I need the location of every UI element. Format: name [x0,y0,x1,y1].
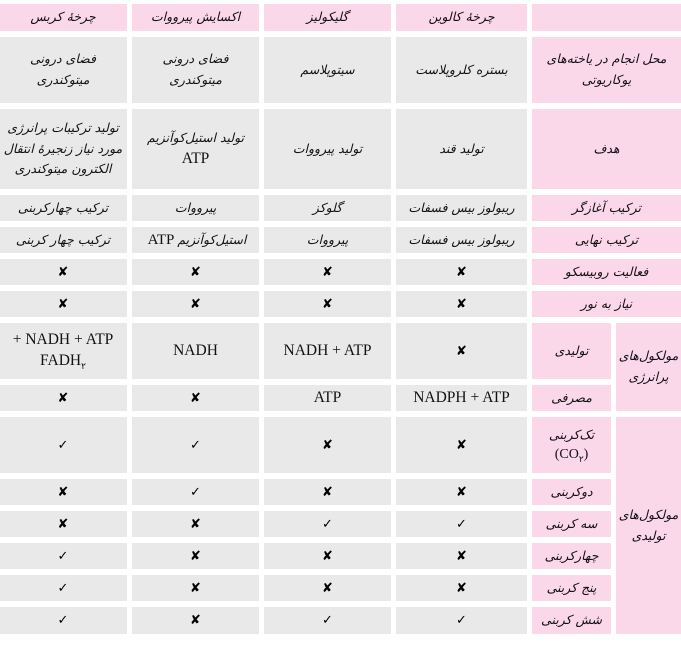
cell-three-carbon-pyruvate: ✘ [132,511,259,537]
cell-energy-consumed-calvin: NADPH + ATP [396,385,527,411]
cell-starter-calvin: ریبولوز بیس فسفات [396,195,527,221]
cell-goal-glycolysis: تولید پیرووات [264,109,391,189]
row-label-two-carbon: دوکربنی [532,479,611,505]
cell-energy-produced-calvin: ✘ [396,323,527,379]
co2-post: ) [583,446,589,462]
group-label-energy-molecules: مولکول‌های پرانرژی [616,323,681,411]
cell-two-carbon-pyruvate: ✓ [132,479,259,505]
cell-final-calvin: ریبولوز بیس فسفات [396,227,527,253]
cell-energy-produced-glycolysis: NADH + ATP [264,323,391,379]
cell-energy-produced-pyruvate: NADH [132,323,259,379]
cell-starter-glycolysis: گلوکز [264,195,391,221]
final-pyruvate-text: استیل‌کوآنزیم [177,231,247,247]
row-label-four-carbon: چهارکربنی [532,543,611,569]
cell-light-krebs: ✘ [0,291,127,317]
cell-final-krebs: ترکیب چهار کربنی [0,227,127,253]
row-label-goal: هدف [532,109,681,189]
cell-light-glycolysis: ✘ [264,291,391,317]
fadh-subscript: ۲ [81,361,86,372]
cell-four-carbon-glycolysis: ✘ [264,543,391,569]
cell-final-pyruvate [132,227,259,253]
cell-final-glycolysis: پیرووات [264,227,391,253]
cell-one-carbon-calvin: ✘ [396,417,527,473]
cell-three-carbon-calvin: ✓ [396,511,527,537]
cell-light-calvin: ✘ [396,291,527,317]
cell-goal-calvin: تولید قند [396,109,527,189]
corner-cell [532,4,681,31]
column-header-glycolysis: گلیکولیز [264,4,391,31]
cell-location-calvin: بستره کلروپلاست [396,37,527,103]
column-header-krebs: چرخهٔ کربس [0,4,127,31]
cell-four-carbon-calvin: ✘ [396,543,527,569]
row-label-final: ترکیب نهایی [532,227,681,253]
row-label-energy-produced: تولیدی [532,323,611,379]
krebs-produced-line2 [40,351,86,372]
row-label-energy-consumed: مصرفی [532,385,611,411]
cell-rubisco-krebs: ✘ [0,259,127,285]
cell-light-pyruvate: ✘ [132,291,259,317]
co2-formula [555,446,589,465]
cell-starter-pyruvate: پیرووات [132,195,259,221]
column-header-calvin: چرخهٔ کالوین [396,4,527,31]
row-label-one-carbon [532,417,611,473]
goal-pyruvate-text: تولید استیل‌کوآنزیم [146,130,245,146]
row-label-light: نیاز به نور [532,291,681,317]
cell-rubisco-glycolysis: ✘ [264,259,391,285]
cell-goal-krebs: تولید ترکیبات پرانرژی مورد نیاز زنجیرهٔ انتقال الکترون میتوکندری [0,109,127,189]
row-label-starter: ترکیب آغازگر [532,195,681,221]
cell-location-glycolysis: سیتوپلاسم [264,37,391,103]
cell-six-carbon-glycolysis: ✓ [264,607,391,634]
cell-rubisco-pyruvate: ✘ [132,259,259,285]
row-label-six-carbon: شش کربنی [532,607,611,634]
fadh-base: FADH [40,352,82,369]
cell-three-carbon-krebs: ✘ [0,511,127,537]
cell-two-carbon-calvin: ✘ [396,479,527,505]
cell-one-carbon-glycolysis: ✘ [264,417,391,473]
cell-one-carbon-pyruvate: ✓ [132,417,259,473]
cell-five-carbon-pyruvate: ✘ [132,575,259,601]
cell-rubisco-calvin: ✘ [396,259,527,285]
goal-pyruvate-latin: ATP [181,149,210,167]
krebs-produced-line1: + NADH + ATP [12,331,114,349]
cell-goal-pyruvate [132,109,259,189]
cell-one-carbon-krebs: ✓ [0,417,127,473]
cell-two-carbon-glycolysis: ✘ [264,479,391,505]
group-label-produced-molecules: مولکول‌های تولیدی [616,417,681,634]
cell-energy-consumed-pyruvate: ✘ [132,385,259,411]
co2-subscript: ۲ [578,453,584,464]
cell-five-carbon-krebs: ✓ [0,575,127,601]
cell-location-krebs: فضای درونی میتوکندری [0,37,127,103]
cell-energy-consumed-krebs: ✘ [0,385,127,411]
one-carbon-text: تک‌کربنی [548,427,595,443]
cell-six-carbon-pyruvate: ✘ [132,607,259,634]
cell-six-carbon-krebs: ✓ [0,607,127,634]
cell-starter-krebs: ترکیب چهارکربنی [0,195,127,221]
co2-pre: (CO [554,446,579,462]
cell-energy-produced-krebs [0,323,127,379]
cell-two-carbon-krebs: ✘ [0,479,127,505]
cell-five-carbon-glycolysis: ✘ [264,575,391,601]
final-pyruvate-latin: ATP [147,231,175,248]
cell-four-carbon-krebs: ✓ [0,543,127,569]
cell-four-carbon-pyruvate: ✘ [132,543,259,569]
column-header-pyruvate-oxidation: اکسایش پیرووات [132,4,259,31]
row-label-five-carbon: پنج کربنی [532,575,611,601]
cell-location-pyruvate: فضای درونی میتوکندری [132,37,259,103]
cell-six-carbon-calvin: ✓ [396,607,527,634]
cell-five-carbon-calvin: ✘ [396,575,527,601]
cell-energy-consumed-glycolysis: ATP [264,385,391,411]
row-label-location: محل انجام در یاخته‌های یوکاریوتی [532,37,681,103]
row-label-rubisco: فعالیت روبیسکو [532,259,681,285]
row-label-three-carbon: سه کربنی [532,511,611,537]
cell-three-carbon-glycolysis: ✓ [264,511,391,537]
